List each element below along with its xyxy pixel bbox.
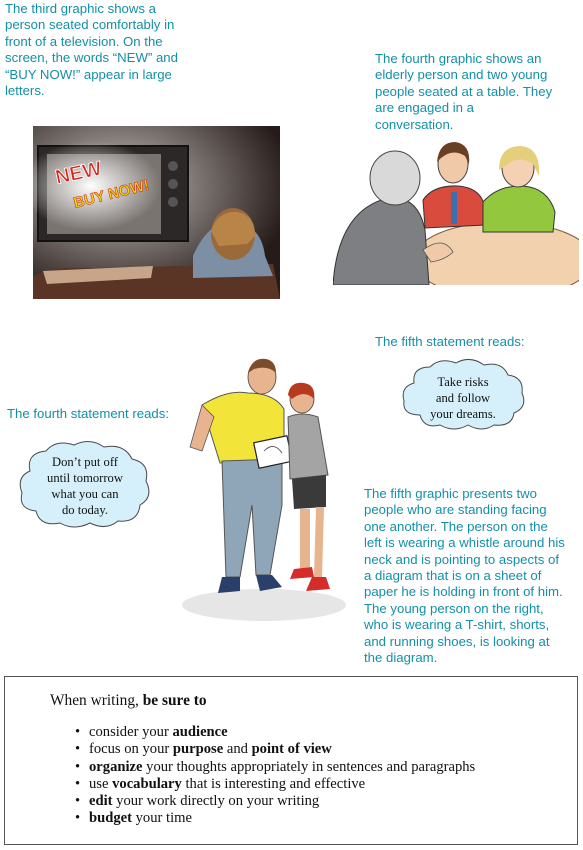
tip-item: • use vocabulary that is interesting and effective	[75, 776, 475, 793]
fourth-statement-line-3: what you can	[51, 487, 119, 501]
fourth-statement-line-4: do today.	[61, 503, 109, 517]
fourth-statement-label: The fourth statement reads:	[7, 406, 169, 421]
tip-item: • organize your thoughts appropriately in sentences and paragraphs	[75, 759, 475, 776]
tips-intro-prefix: When writing,	[50, 692, 143, 709]
tips-list	[75, 724, 475, 828]
fifth-graphic-caption: The fifth graphic presents two people who are standing facing one another. The person on the left is wearing a whistle around his neck and is pointing to aspects of a diagram that is on a sheet of paper he is holding in front of him. The young person on the right, who is wearing a T-shirt, shorts, and running shoes, is looking at the diagram.	[364, 486, 565, 666]
tip-item: • focus on your purpose and point of view	[75, 741, 475, 758]
fourth-statement-line-1: Don’t put off	[51, 455, 118, 469]
fifth-statement-label: The fifth statement reads:	[375, 334, 525, 349]
tv-word-buy-now: BUY NOW!	[71, 176, 151, 212]
tips-intro-bold: be sure to	[142, 692, 207, 709]
tips-intro	[50, 692, 207, 710]
fourth-graphic-caption: The fourth graphic shows an elderly person and two young people seated at a table. They are engaged in a conversation.	[375, 51, 553, 132]
tip-item: • consider your audience	[75, 724, 475, 741]
fifth-statement-line-1: Take risks	[437, 375, 489, 389]
tv-word-new: NEW	[53, 157, 104, 189]
fourth-statement-cloud	[16, 439, 154, 531]
third-graphic-caption: The third graphic shows a person seated comfortably in front of a television. On the screen, the words “NEW” and “BUY NOW!” appear in large letters.	[5, 1, 178, 99]
tip-item: • budget your time	[75, 810, 475, 827]
fifth-statement-cloud	[398, 357, 528, 431]
tv-illustration	[33, 126, 280, 299]
coach-and-athlete-illustration	[178, 355, 350, 625]
writing-tips-box	[4, 676, 578, 845]
fifth-statement-line-3: your dreams.	[430, 407, 496, 421]
table-conversation-illustration	[333, 140, 579, 285]
tip-item: • edit your work directly on your writing	[75, 793, 475, 810]
fourth-statement-line-2: until tomorrow	[47, 471, 123, 485]
fifth-statement-line-2: and follow	[435, 391, 491, 405]
